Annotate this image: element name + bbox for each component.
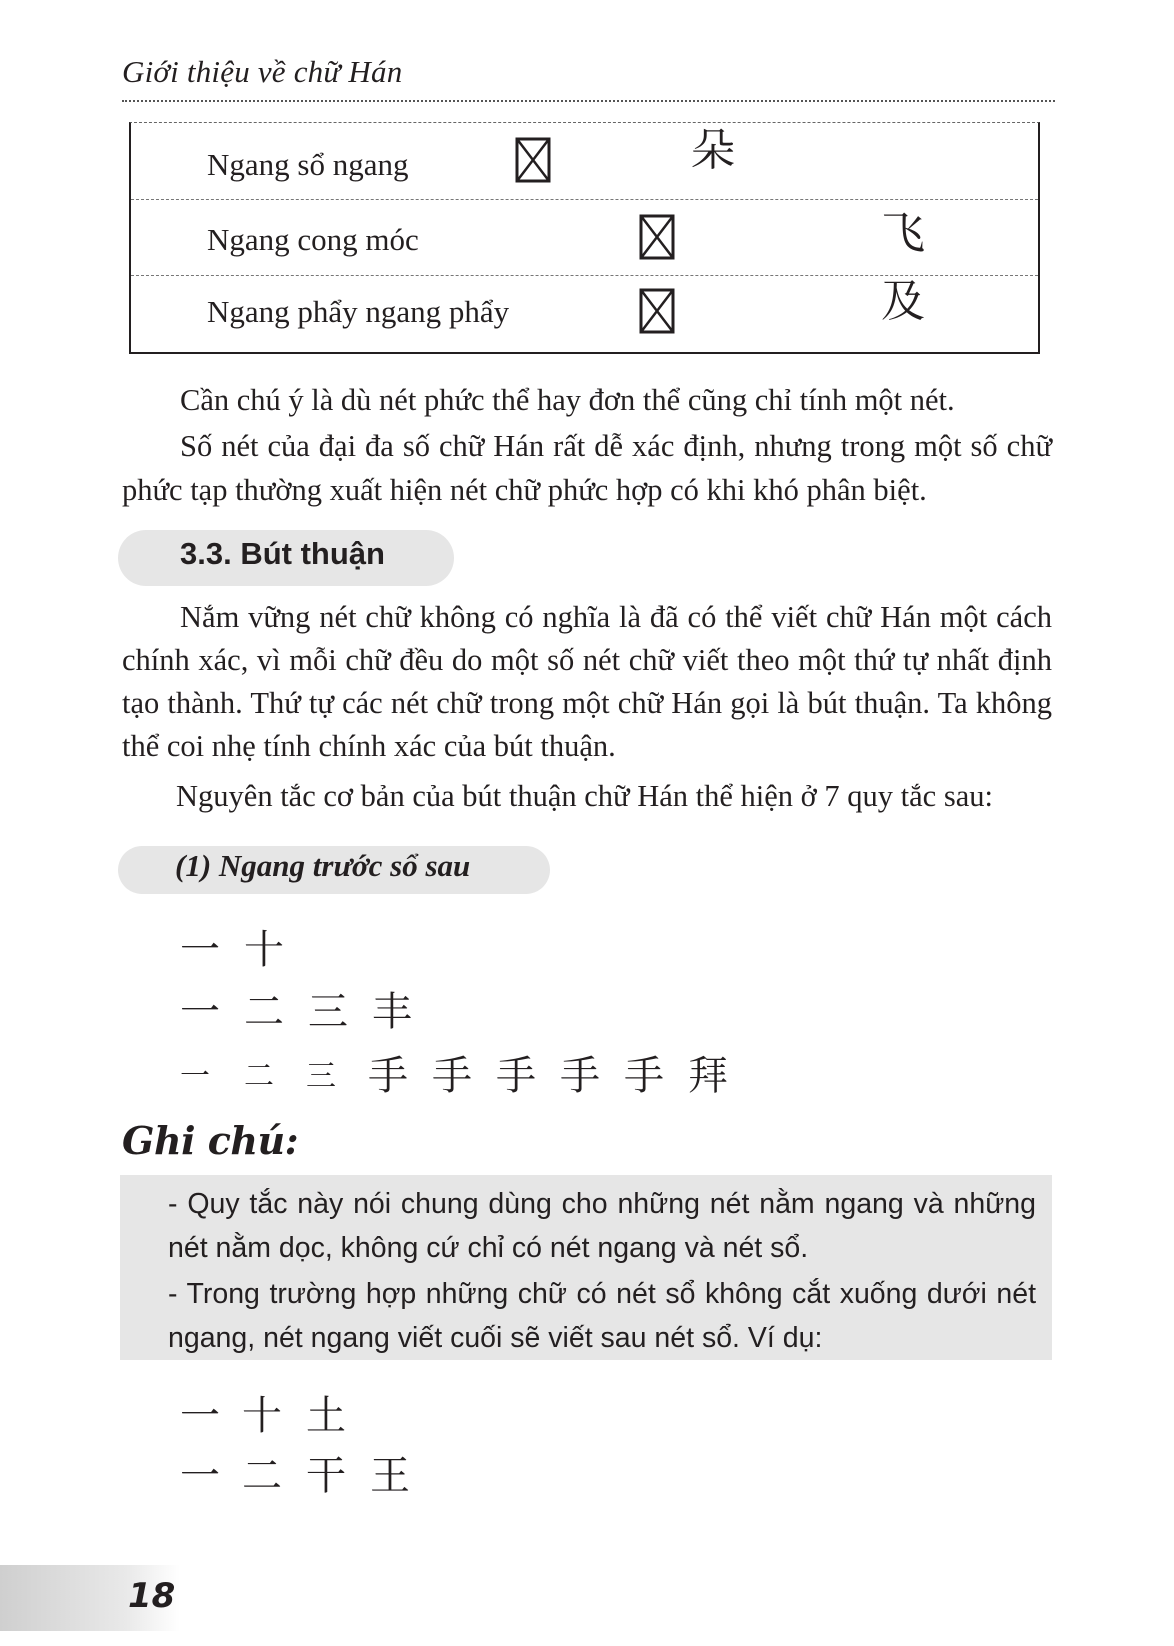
sequence-character: 土 (306, 1393, 346, 1439)
stroke-name: Ngang cong móc (207, 222, 419, 257)
crossed-box-icon (639, 214, 675, 260)
sequence-character: 二 (242, 1453, 282, 1499)
note-text: - Trong trường hợp những chữ có nét sổ không cắt xuống dưới nét ngang, nét ngang viết cuối sẽ viết sau nét sổ. Ví dụ: (168, 1278, 1036, 1354)
stroke-row (131, 123, 1038, 199)
sequence-character: 一 (180, 989, 220, 1035)
running-header: Giới thiệu về chữ Hán (122, 54, 403, 89)
header-divider (122, 100, 1055, 102)
sequence-character: 丰 (372, 989, 412, 1035)
sequence-character: 干 (306, 1453, 346, 1499)
sequence-character: 一 (180, 1453, 220, 1499)
sequence-character: 手 (624, 1053, 664, 1099)
note-label: Ghi chú: (122, 1118, 299, 1163)
sequence-character: 手 (496, 1053, 536, 1099)
stroke-row (131, 275, 1038, 351)
sequence-character: 拜 (688, 1053, 728, 1099)
example-character: 朵 (691, 125, 735, 176)
stroke-name: Ngang sổ ngang (207, 147, 409, 182)
stroke-name: Ngang phẩy ngang phẩy (207, 294, 510, 329)
sequence-character: 二 (244, 989, 284, 1035)
sequence-character: 一 (180, 1059, 210, 1094)
sequence-character: 王 (370, 1453, 410, 1499)
sequence-character: 三 (306, 1059, 336, 1094)
sequence-character: 手 (432, 1053, 472, 1099)
paragraph: Nắm vững nét chữ không có nghĩa là đã có thể viết chữ Hán một cách chính xác, vì mỗi chữ đều do một số nét chữ viết theo một thứ tự nhất định tạo thành. Thứ tự các nét chữ trong một chữ Hán gọi là bút thuận. Ta không thể coi nhẹ tính chính xác của bút thuận. (122, 600, 1052, 763)
sequence-character: 一 (180, 927, 220, 973)
stroke-row (131, 199, 1038, 275)
paragraph: Số nét của đại đa số chữ Hán rất dễ xác định, nhưng trong một số chữ phức tạp thường xuất hiện nét chữ phức hợp có khi khó phân biệt. (122, 429, 1052, 507)
sequence-character: 三 (308, 989, 348, 1035)
example-character: 及 (881, 276, 925, 327)
page-number: 18 (128, 1576, 176, 1616)
sequence-character: 手 (560, 1053, 600, 1099)
sequence-character: 十 (242, 1393, 282, 1439)
section-heading: 3.3. Bút thuận (180, 536, 385, 571)
rule-heading: (1) Ngang trước sổ sau (175, 848, 471, 883)
sequence-character: 一 (180, 1393, 220, 1439)
sequence-character: 二 (244, 1059, 274, 1094)
crossed-box-icon (515, 137, 551, 183)
sequence-character: 手 (368, 1053, 408, 1099)
paragraph: Cần chú ý là dù nét phức thể hay đơn thể cũng chỉ tính một nét. (180, 383, 955, 417)
sequence-character: 十 (244, 927, 284, 973)
stroke-table (129, 122, 1040, 354)
crossed-box-icon (639, 288, 675, 334)
paragraph: Nguyên tắc cơ bản của bút thuận chữ Hán thể hiện ở 7 quy tắc sau: (176, 779, 993, 813)
note-text: - Quy tắc này nói chung dùng cho những nét nằm ngang và những nét nằm dọc, không cứ chỉ có nét ngang và nét sổ. (168, 1188, 1036, 1264)
example-character: 飞 (881, 208, 925, 259)
